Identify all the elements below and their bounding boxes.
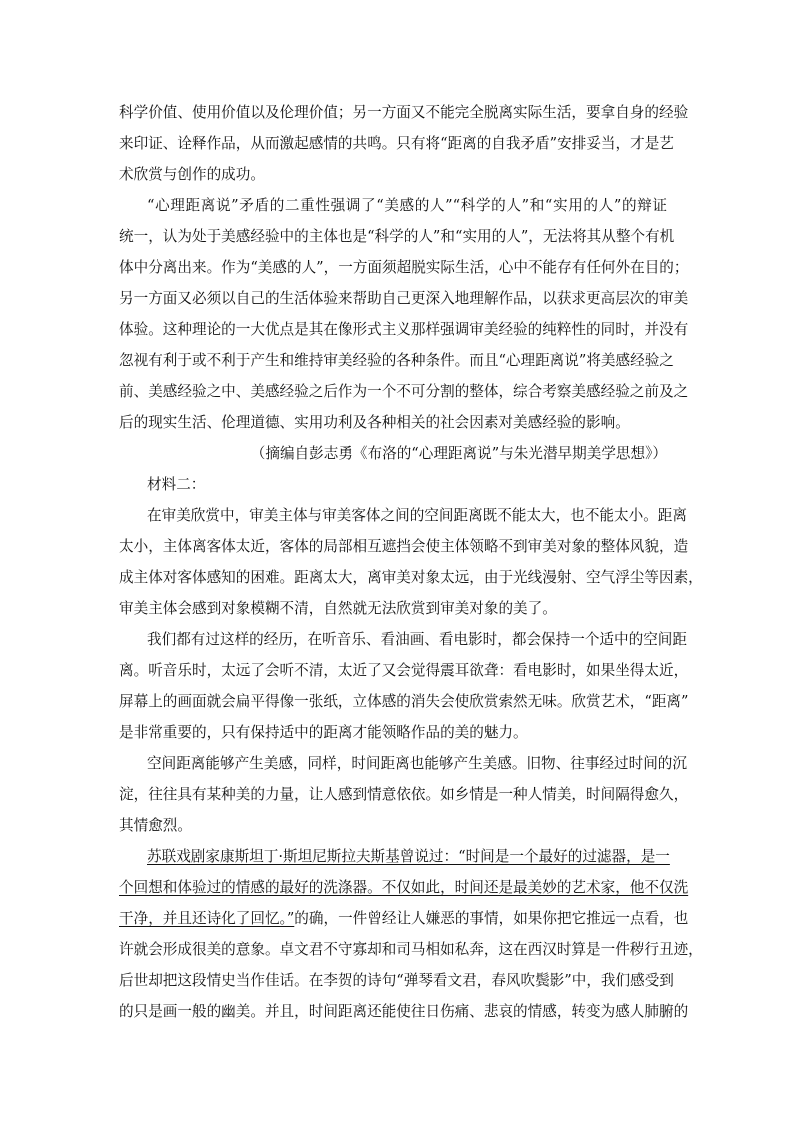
text-line: 另一方面又必须以自己的生活体验来帮助自己更深入地理解作品，以获求更高层次的审美	[119, 290, 689, 307]
text-line: 体中分离出来。作为“美感的人”，一方面须超脱实际生活，心中不能存有任何外在目的；	[119, 259, 689, 276]
text-line: 后世却把这段情史当作佳话。在李贺的诗句“弹琴看文君，春风吹鬓影”中，我们感受到	[119, 972, 674, 989]
text-line: 忽视有利于或不利于产生和维持审美经验的各种条件。而且“心理距离说”将美感经验之	[119, 352, 674, 369]
text-line: 来印证、诠释作品，从而激起感情的共鸣。只有将“距离的自我矛盾”安排妥当，才是艺	[119, 135, 674, 152]
text-line: 屏幕上的画面就会扁平得像一张纸，立体感的消失会使欣赏索然无味。欣赏艺术，“距离”	[119, 693, 689, 710]
text-line: 许就会形成很美的意象。卓文君不守寡却和司马相如私奔，这在西汉时算是一件秽行丑迹，	[119, 941, 703, 958]
text-segment: 的确，一件曾经让人嫌恶的事情，如果你把它推远一点看，也	[294, 910, 689, 927]
text-line: 前、美感经验之中、美感经验之后作为一个不可分割的整体，综合考察美感经验之前及之	[119, 383, 689, 400]
text-line: 空间距离能够产生美感，同样，时间距离也能够产生美感。旧物、往事经过时间的沉	[147, 755, 687, 772]
text-line: 其情愈烈。	[119, 817, 192, 834]
text-line: 审美主体会感到对象模糊不清，自然就无法欣赏到审美对象的美了。	[119, 600, 557, 617]
text-line: “心理距离说”矛盾的二重性强调了“美感的人”“科学的人”和“实用的人”的辩证	[147, 197, 667, 214]
text-line: 后的现实生活、伦理道德、实用功利及各种相关的社会因素对美感经验的影响。	[119, 414, 630, 431]
text-line	[119, 909, 689, 929]
text-line: 成主体对客体感知的困难。距离太大，离审美对象太远，由于光线漫射、空气浮尘等因素，	[119, 569, 703, 586]
text-line: 离。听音乐时，太远了会听不清，太近了又会觉得震耳欲聋：看电影时，如果坐得太近，	[119, 662, 689, 679]
text-line: 术欣赏与创作的成功。	[119, 166, 265, 183]
text-line: 体验。这种理论的一大优点是其在像形式主义那样强调审美经验的纯粹性的同时，并没有	[119, 321, 689, 338]
text-line: 科学价值、使用价值以及伦理价值；另一方面又不能完全脱离实际生活，要拿自身的经验	[119, 104, 689, 121]
text-line: 太小，主体离客体太近，客体的局部相互遮挡会使主体领略不到审美对象的整体风貌，造	[119, 538, 689, 555]
text-line: 的只是画一般的幽美。并且，时间距离还能使往日伤痛、悲哀的情感，转变为感人肺腑的	[119, 1003, 689, 1020]
underlined-quote-line: 干净，并且还诗化了回忆。”	[119, 910, 295, 927]
underlined-quote-line: 苏联戏剧家康斯坦丁·斯坦尼斯拉夫斯基曾说过：“时间是一个最好的过滤器，是一	[147, 848, 670, 865]
source-citation: （摘编自彭志勇《布洛的“心理距离说”与朱光潜早期美学思想》）	[250, 445, 667, 462]
text-line: 我们都有过这样的经历，在听音乐、看油画、看电影时，都会保持一个适中的空间距	[147, 631, 687, 648]
text-line: 统一，认为处于美感经验中的主体也是“科学的人”和“实用的人”，无法将其从整个有机	[119, 228, 675, 245]
text-line: 是非常重要的，只有保持适中的距离才能领略作品的美的魅力。	[119, 724, 528, 741]
underlined-quote-line: 个回想和体验过的情感的最好的洗涤器。不仅如此，时间还是最美妙的艺术家，他不仅洗	[119, 879, 689, 896]
text-line: 在审美欣赏中，审美主体与审美客体之间的空间距离既不能太大，也不能太小。距离	[147, 507, 687, 524]
text-line: 淀，往往具有某种美的力量，让人感到情意依依。如乡情是一种人情美，时间隔得愈久，	[119, 786, 689, 803]
section-heading: 材料二：	[147, 476, 206, 493]
